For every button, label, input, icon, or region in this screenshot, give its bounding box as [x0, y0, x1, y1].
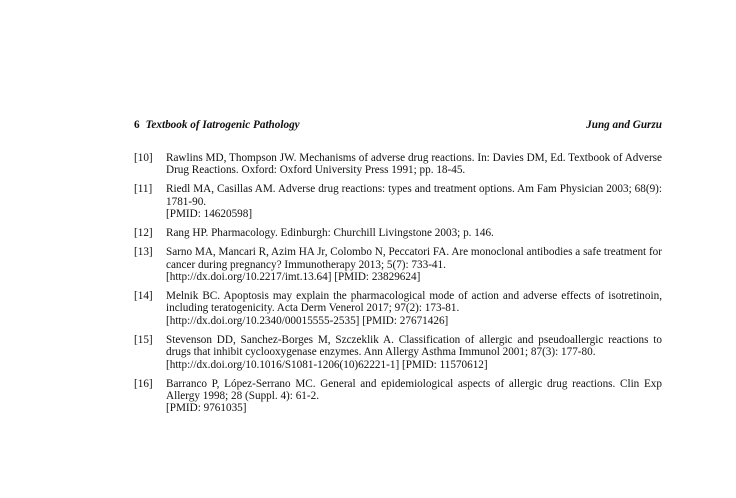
reference-text: Stevenson DD, Sanchez-Borges M, Szczeklik A. Classification of allergic and pseudoallergic reactions to drugs that inhibit cyclooxygenase enzymes. Ann Allergy Asthma Immunol 2001; 87(3): 177-80. [166, 333, 662, 359]
reference-identifier: [PMID: 14620598] [166, 208, 253, 221]
reference-list [134, 152, 662, 421]
reference-number: [10] [134, 152, 153, 164]
reference-item [134, 227, 662, 239]
page-number: 6 [134, 119, 140, 131]
reference-item [134, 152, 662, 177]
reference-number: [12] [134, 227, 153, 240]
reference-number: [11] [134, 183, 153, 196]
book-title: Textbook of Iatrogenic Pathology [145, 119, 300, 131]
reference-number: [14] [134, 290, 153, 303]
reference-identifier: [http://dx.doi.org/10.2217/imt.13.64] [PMID: 23829624] [166, 271, 421, 284]
reference-text: Barranco P, López-Serrano MC. General and epidemiological aspects of allergic drug reactions. Clin Exp Allergy 1998; 28 (Suppl. 4): 61-2. [166, 377, 662, 403]
reference-number: [15] [134, 333, 153, 346]
reference-text: Melnik BC. Apoptosis may explain the pharmacological mode of action and adverse effects of isotretinoin, including teratogenicity. Acta Derm Venerol 2017; 97(2): 173-81. [166, 290, 662, 315]
reference-number: [16] [134, 377, 153, 390]
reference-item [134, 378, 662, 415]
reference-text: Rang HP. Pharmacology. Edinburgh: Churchill Livingstone 2003; p. 146. [166, 227, 494, 240]
reference-identifier: [http://dx.doi.org/10.2340/00015555-2535] [PMID: 27671426] [166, 314, 449, 327]
reference-text: Riedl MA, Casillas AM. Adverse drug reactions: types and treatment options. Am Fam Physician 2003; 68(9): 1781-90. [166, 183, 662, 208]
reference-text: Rawlins MD, Thompson JW. Mechanisms of adverse drug reactions. In: Davies DM, Ed. Textbook of Adverse Drug Reactions. Oxford: Oxford University Press 1991; pp. 18-45. [166, 152, 662, 177]
reference-item [134, 183, 662, 220]
reference-item [134, 334, 662, 371]
reference-identifier: [http://dx.doi.org/10.1016/S1081-1206(10)62221-1] [PMID: 11570612] [166, 358, 488, 371]
reference-identifier: [PMID: 9761035] [166, 402, 247, 415]
running-header-left [134, 118, 300, 132]
reference-number: [13] [134, 246, 153, 259]
reference-item [134, 290, 662, 327]
running-header-authors: Jung and Gurzu [586, 119, 662, 131]
reference-text: Sarno MA, Mancari R, Azim HA Jr, Colombo N, Peccatori FA. Are monoclonal antibodies a safe treatment for cancer during pregnancy? Immunotherapy 2013; 5(7): 733-41. [166, 246, 662, 271]
reference-item [134, 246, 662, 283]
